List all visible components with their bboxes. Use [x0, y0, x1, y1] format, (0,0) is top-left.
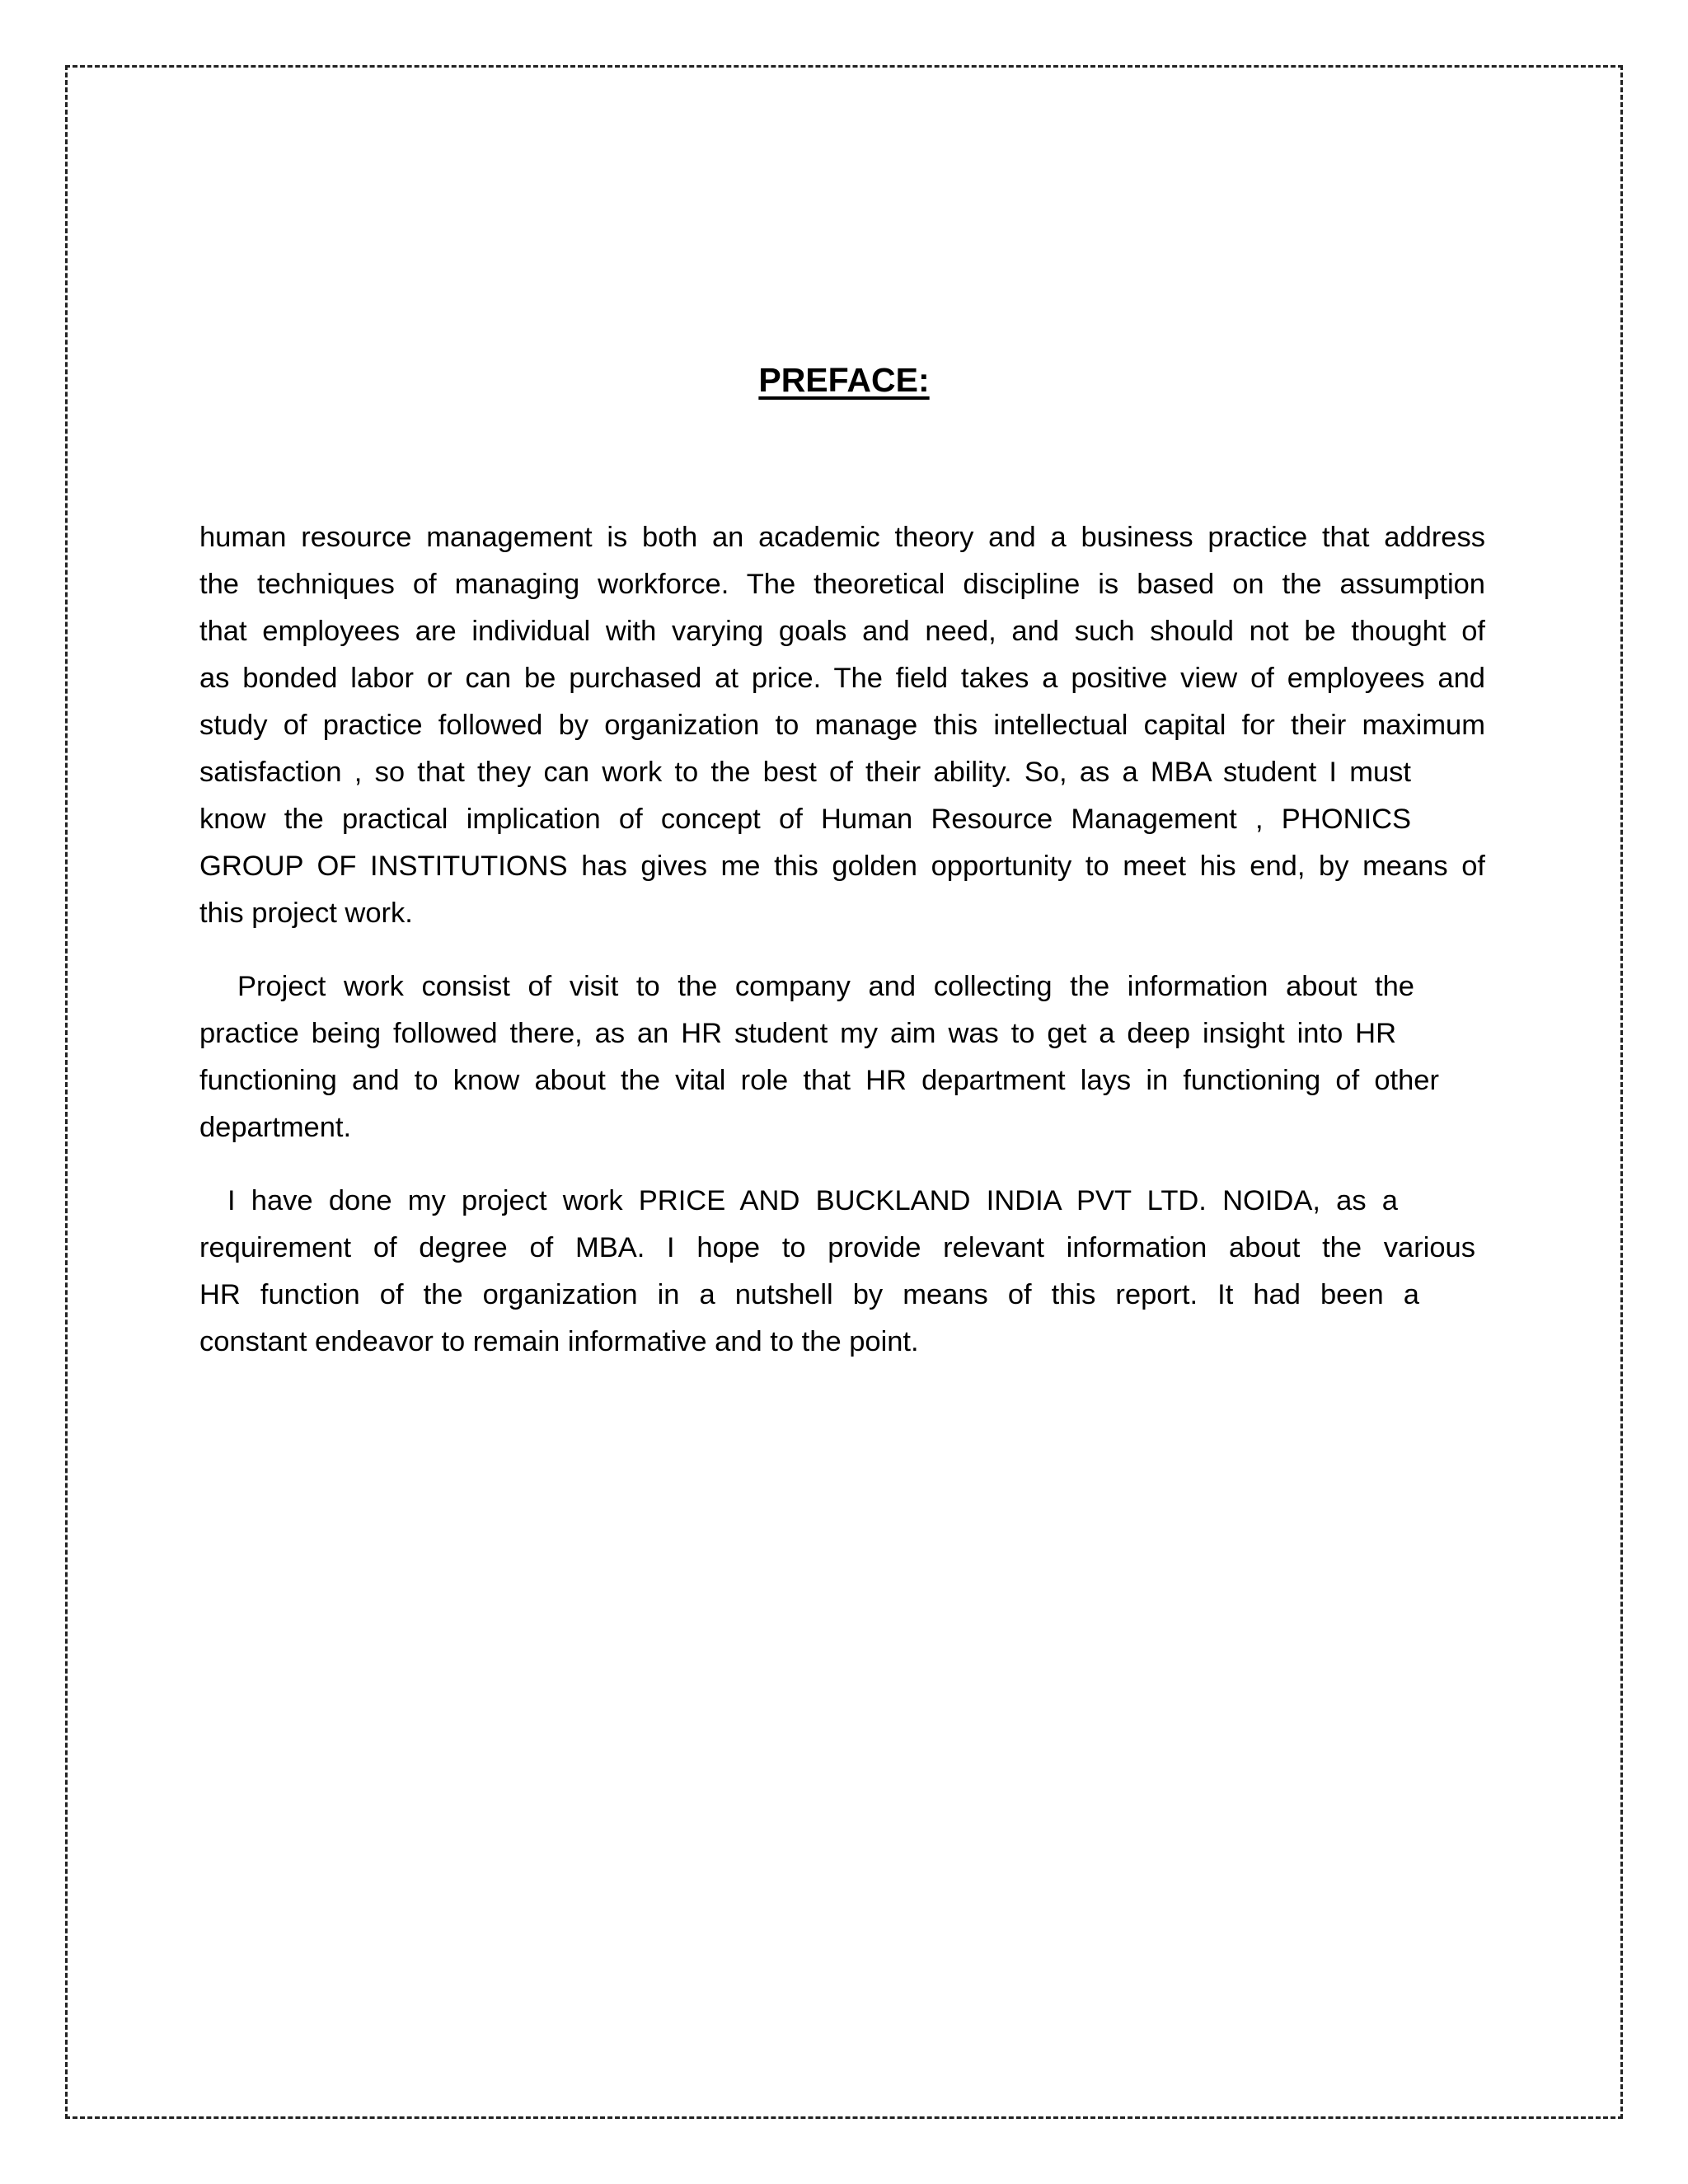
text-line: GROUP OF INSTITUTIONS has gives me this golden opportunity to meet his end, by means of [199, 851, 1485, 882]
text-line: constant endeavor to remain informative and to the point. [199, 1326, 919, 1357]
paragraph-1 [199, 514, 1485, 937]
text-line: study of practice followed by organization to manage this intellectual capital for their maximum [199, 710, 1485, 741]
text-line: know the practical implication of concept of Human Resource Management , PHONICS [199, 804, 1411, 835]
text-line: I have done my project work PRICE AND BUCKLAND INDIA PVT LTD. NOIDA, as a [227, 1185, 1398, 1216]
text-line: that employees are individual with varying goals and need, and such should not be thought of [199, 616, 1485, 647]
text-line: practice being followed there, as an HR student my aim was to get a deep insight into HR [199, 1018, 1396, 1049]
text-line: this project work. [199, 898, 413, 929]
text-line: HR function of the organization in a nutshell by means of this report. It had been a [199, 1279, 1419, 1310]
body-text [199, 514, 1485, 1366]
paragraph-3 [199, 1178, 1485, 1366]
text-line: the techniques of managing workforce. The theoretical discipline is based on the assumption [199, 569, 1485, 600]
text-line: as bonded labor or can be purchased at price. The field takes a positive view of employees and [199, 663, 1485, 694]
page-title: PREFACE: [758, 361, 930, 399]
text-line: requirement of degree of MBA. I hope to provide relevant information about the various [199, 1232, 1475, 1263]
text-line: functioning and to know about the vital role that HR department lays in functioning of other [199, 1065, 1439, 1096]
paragraph-2 [199, 963, 1485, 1151]
text-line: Project work consist of visit to the company and collecting the information about the [237, 971, 1414, 1002]
text-line: department. [199, 1112, 352, 1143]
text-line: human resource management is both an academic theory and a business practice that address [199, 522, 1485, 553]
text-line: satisfaction , so that they can work to the best of their ability. So, as a MBA student I must [199, 757, 1411, 788]
